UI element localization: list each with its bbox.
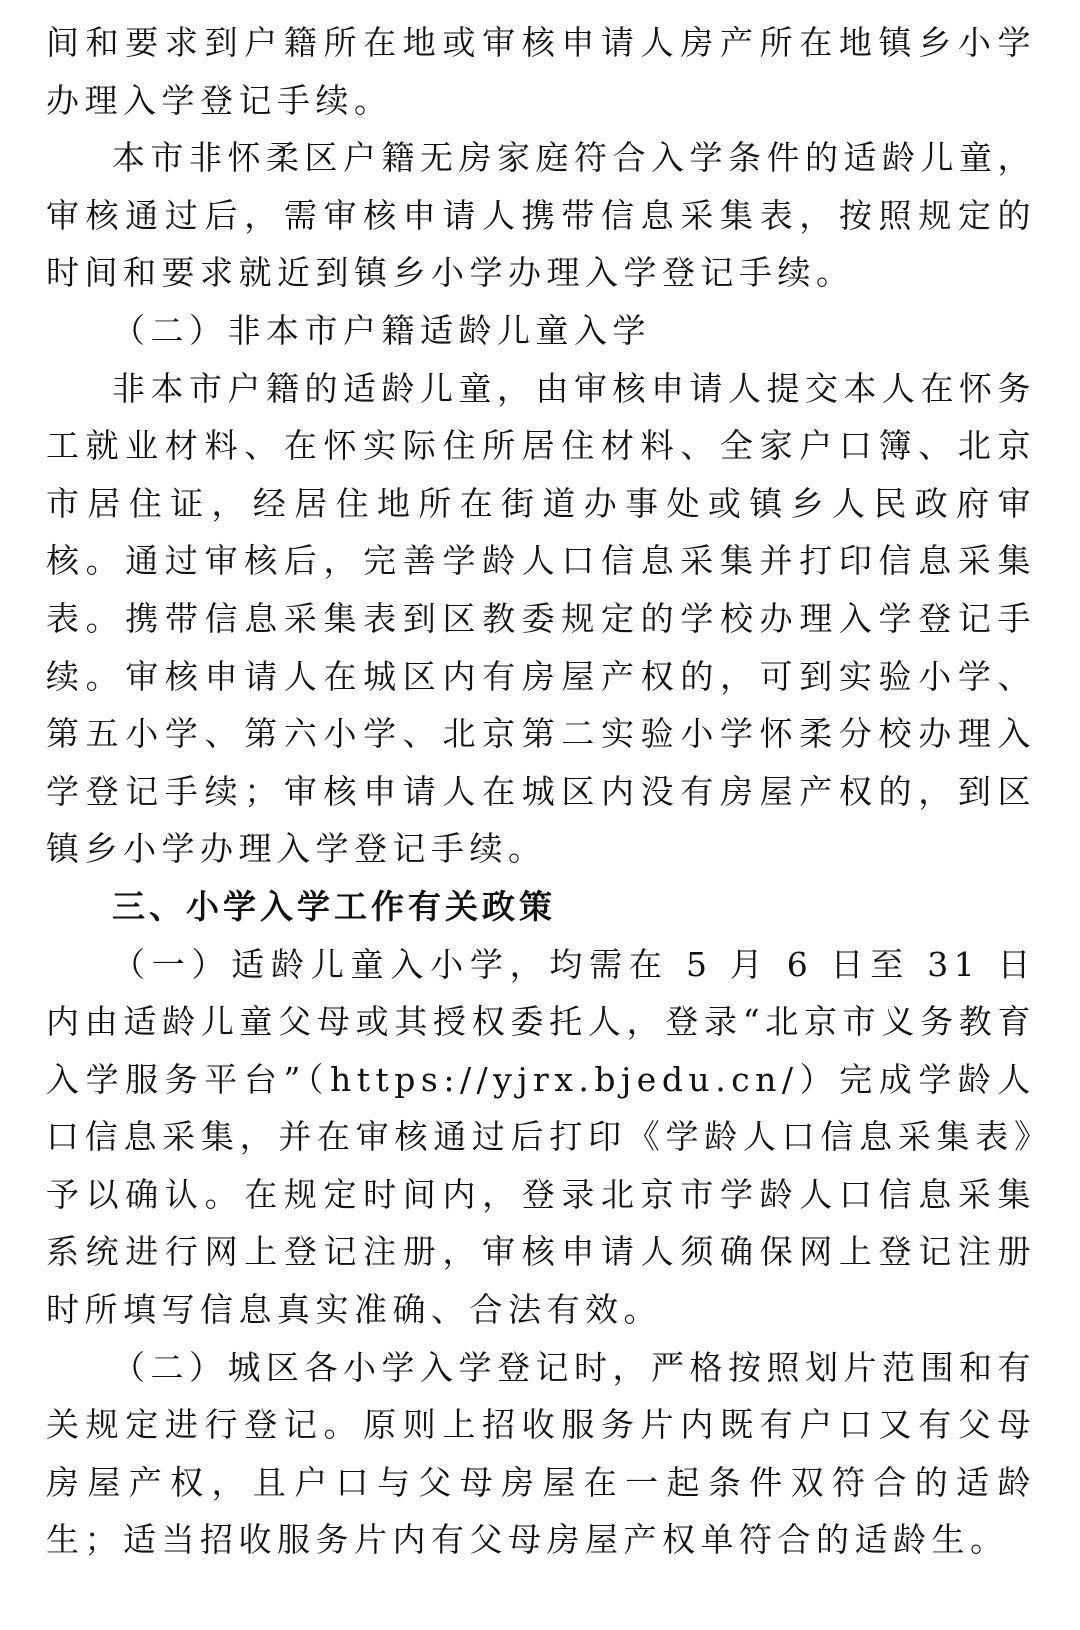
body-paragraph: （二）城区各小学入学登记时，严格按照划片范围和有关规定进行登记。原则上招收服务片内既有户口又有父母房屋产权，且户口与父母房屋在一起条件双符合的适龄生；适当招收服务片内有父母房屋产权单符合的适龄生。 xyxy=(46,1347,1036,1560)
continuation-paragraph: 间和要求到户籍所在地或审核申请人房产所在地镇乡小学办理入学登记手续。 xyxy=(46,23,1036,120)
body-paragraph: 本市非怀柔区户籍无房家庭符合入学条件的适龄儿童，审核通过后，需审核申请人携带信息采集表，按照规定的时间和要求就近到镇乡小学办理入学登记手续。 xyxy=(46,138,1036,293)
section-heading: 三、小学入学工作有关政策 xyxy=(112,886,556,926)
subsection-heading: （二）非本市户籍适龄儿童入学 xyxy=(112,310,651,350)
body-paragraph: 非本市户籍的适龄儿童，由审核申请人提交本人在怀务工就业材料、在怀实际住所居住材料、全家户口簿、北京市居住证，经居住地所在街道办事处或镇乡人民政府审核。通过审核后，完善学龄人口信息采集并打印信息采集表。携带信息采集表到区教委规定的学校办理入学登记手续。审核申请人在城区内有房屋产权的，可到实验小学、第五小学、第六小学、北京第二实验小学怀柔分校办理入学登记手续；审核申请人在城区内没有房屋产权的，到区镇乡小学办理入学登记手续。 xyxy=(46,368,1036,869)
body-paragraph: （一）适龄儿童入小学，均需在 5 月 6 日至 31 日内由适龄儿童父母或其授权委托人，登录“北京市义务教育入学服务平台”（https://yjrx.bjedu.cn/）完成学龄人口信息采集，并在审核通过后打印《学龄人口信息采集表》予以确认。在规定时间内，登录北京市学龄人口信息采集系统进行网上登记注册，审核申请人须确保网上登记注册时所填写信息真实准确、合法有效。 xyxy=(46,944,1036,1330)
